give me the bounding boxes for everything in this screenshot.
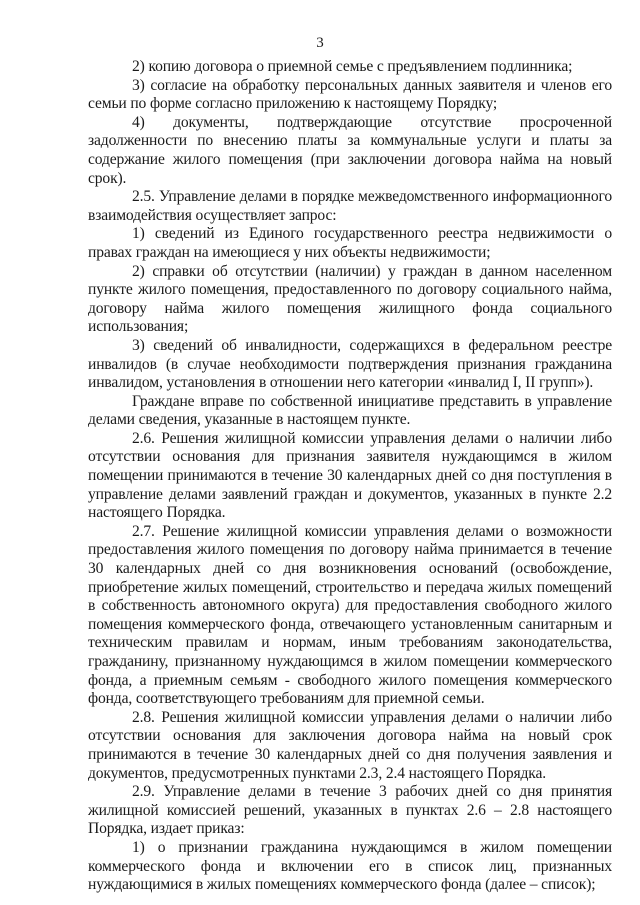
paragraph-2-5-item-2: 2) справки об отсутствии (наличии) у граждан в данном населенном пункте жилого помещения, предоставленного по договору социального найма, договору найма жилого помещения жилищного фонда социального использования; bbox=[88, 262, 612, 336]
paragraph-2-5-item-3: 3) сведений об инвалидности, содержащихся в федеральном реестре инвалидов (в случае необходимости подтверждения признания гражданина инвалидом, установления в отношении него категории «инвалид I, II групп»). bbox=[88, 336, 612, 392]
paragraph-2-5: 2.5. Управление делами в порядке межведомственного информационного взаимодействия осуществляет запрос: bbox=[88, 188, 612, 224]
paragraph-2-9: 2.9. Управление делами в течение 3 рабочих дней со дня принятия жилищной комиссией решений, указанных в пунктах 2.6 – 2.8 настоящего Порядка, издает приказ: bbox=[88, 783, 612, 838]
paragraph-item-4-debt-documents: 4) документы, подтверждающие отсутствие просроченной задолженности по внесению платы за коммунальные услуги и платы за содержание жилого помещения (при заключении договора найма на новый срок). bbox=[88, 113, 612, 187]
paragraph-2-9-item-1: 1) о признании гражданина нуждающимся в жилом помещении коммерческого фонда и включении его в список лиц, признанных нуждающимися в жилых помещениях коммерческого фонда (далее – список); bbox=[88, 838, 612, 894]
paragraph-item-3-consent: 3) согласие на обработку персональных данных заявителя и членов его семьи по форме согласно приложению к настоящему Порядку; bbox=[88, 76, 612, 113]
paragraph-2-6: 2.6. Решения жилищной комиссии управления делами о наличии либо отсутствии основания для признания заявителя нуждающимся в жилом помещении принимаются в течение 30 календарных дней со дня поступления в управление делами заявлений граждан и документов, указанных в пункте 2.2 настоящего Порядка. bbox=[88, 429, 612, 522]
paragraph-2-5-item-1: 1) сведений из Единого государственного реестра недвижимости о правах граждан на имеющиеся у них объекты недвижимости; bbox=[88, 225, 612, 261]
document-body bbox=[88, 58, 612, 895]
paragraph-2-7: 2.7. Решение жилищной комиссии управления делами о возможности предоставления жилого помещения по договору найма принимается в течение 30 календарных дней со дня возникновения оснований (освобождение, приобретение жилых помещений, строительство и передача жилых помещений в собственность автономного округа) для предоставления свободного жилого помещения коммерческого фонда, отвечающего установленным санитарным и техническим правилам и нормам, иным требованиям законодательства, гражданину, признанному нуждающимся в жилом помещении коммерческого фонда, а приемным семьям - свободного жилого помещения коммерческого фонда, соответствующего требованиям для приемной семьи. bbox=[88, 522, 612, 708]
page-number: 3 bbox=[316, 35, 324, 51]
paragraph-citizens-right: Граждане вправе по собственной инициативе представить в управление делами сведения, указанные в настоящем пункте. bbox=[88, 392, 612, 429]
paragraph-2-8: 2.8. Решения жилищной комиссии управления делами о наличии либо отсутствии основания для заключения договора найма на новый срок принимаются в течение 30 календарных дней со дня получения заявления и документов, предусмотренных пунктами 2.3, 2.4 настоящего Порядка. bbox=[88, 708, 612, 782]
paragraph-item-2-contract-copy: 2) копию договора о приемной семье с предъявлением подлинника; bbox=[132, 58, 573, 75]
